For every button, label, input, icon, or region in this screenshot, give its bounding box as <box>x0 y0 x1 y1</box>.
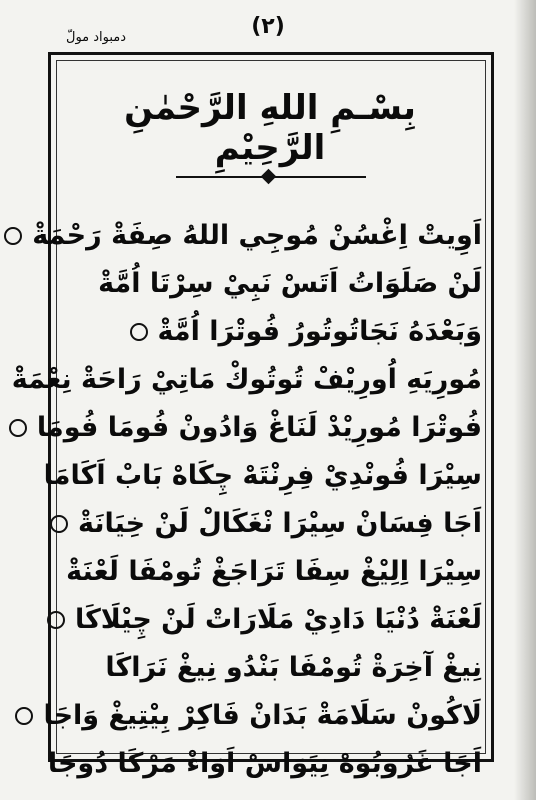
verse-line <box>32 212 482 260</box>
verse-line <box>43 452 482 500</box>
basmala-title: بِسْـمِ اللهِ الرَّحْمٰنِ الرَّحِيْمِ <box>124 88 416 168</box>
verse-line <box>62 500 482 548</box>
verse-text: اَوِيتْ اِغْسُنْ مُوجِي اللهُ صِفَةْ رَحْمَةْ <box>32 220 482 251</box>
verse-line <box>11 356 482 404</box>
verse-circle-marker-icon <box>47 611 65 629</box>
verse-circle-marker-icon <box>130 323 148 341</box>
verse-text: مُورِيَهِ اُورِيْفْ تُوتُوكْ مَاتِيْ رَاحَةْ نِعْمَةْ <box>11 364 482 395</box>
verse-text: لَاكُونْ سَلَامَةْ بَدَانْ فَاكِرْ بِيْتِيغْ وَاجَا <box>43 700 482 731</box>
verse-line <box>62 308 482 356</box>
verse-line <box>43 692 482 740</box>
verse-text: لَعْنَةْ دُنْيَا دَادِيْ مَلَارَاتْ لَنْ چِيْلَاكَا <box>74 604 482 635</box>
verse-circle-marker-icon <box>15 707 33 725</box>
verse-text: اَجَا فِسَانْ سِيْرَا نْغَكَالْ لَنْ خِيَانَةْ <box>77 508 482 539</box>
verse-text: نِيغْ آخِرَةْ تُومْفَا بَنْدُو نِيغْ نَرَاكَا <box>105 652 482 683</box>
verse-circle-marker-icon <box>9 419 27 437</box>
verse-line <box>62 548 482 596</box>
verse-list <box>11 212 482 788</box>
verse-line <box>62 596 482 644</box>
verse-text: سِيْرَا فُونْدِيْ فِرِنْتَهْ چِكَاهْ بَابْ اَكَامَا <box>43 460 482 491</box>
verse-line <box>47 740 482 788</box>
verse-text: لَنْ صَلَوَاتُ اَتَسْ نَبِيْ سِرْتَا اُمَّةْ <box>98 268 482 299</box>
verse-text: فُوتْرَا مُورِيْدْ لَنَاغْ وَادُونْ فُومَا فُومَا <box>36 412 482 443</box>
verse-circle-marker-icon <box>4 227 22 245</box>
verse-text: اَجَا غَرُوبُوهْ نِيَوَاسْ اَوَاءْ مَرْكَا دُوجَا <box>47 748 482 779</box>
page-number: (٢) <box>251 14 285 39</box>
verse-text: وَبَعْدَهُ نَجَاتُوتُورُ فُوتْرَا اُمَّةْ <box>157 316 482 347</box>
verse-circle-marker-icon <box>50 515 68 533</box>
header-note: دمبواد مولّ <box>66 30 127 45</box>
verse-line <box>62 260 482 308</box>
verse-text: سِيْرَا اِلِيْغْ سِفَا تَرَاجَغْ تُومْفَا لَعْنَةْ <box>66 556 482 587</box>
verse-line <box>62 644 482 692</box>
verse-line <box>36 404 482 452</box>
page-edge-shadow <box>514 0 536 800</box>
